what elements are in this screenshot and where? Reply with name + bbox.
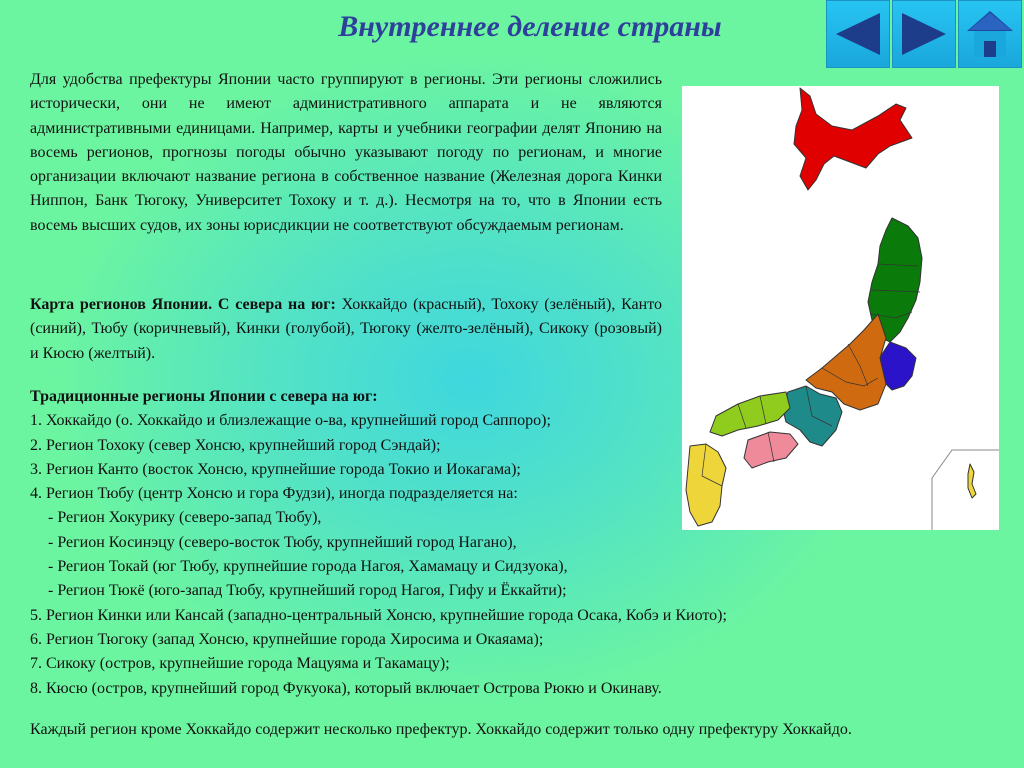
regions-list-heading: Традиционные регионы Японии с севера на юг:: [30, 388, 378, 405]
list-item: 5. Регион Кинки или Кансай (западно-центральный Хонсю, крупнейшие города Осака, Кобэ и Киото);: [30, 606, 727, 624]
list-item: 3. Регион Канто (восток Хонсю, крупнейшие города Токио и Иокагама);: [30, 460, 521, 478]
region-chugoku: [710, 392, 790, 436]
intro-paragraph: Для удобства префектуры Японии часто группируют в регионы. Эти регионы сложились исторически, они не имеют административного аппарата и не являются административными единицами. Например, карты и учебники географии делят Японию на восемь регионов, прогнозы погоды обычно указывают погоду по регионам, и многие организации включают название региона в собственное название (Железная дорога Кинки Ниппон, Банк Тюгоку, Университет Тохоку и т. д.). Несмотря на то, что в Японии есть восемь высших судов, их зоны юрисдикции не соответствуют обсуждаемым регионам.: [30, 71, 662, 234]
navigation-bar: [826, 0, 1024, 68]
list-item: 6. Регион Тюгоку (запад Хонсю, крупнейшие города Хиросима и Окаяама);: [30, 630, 544, 648]
home-button[interactable]: [958, 0, 1022, 68]
list-item: 2. Регион Тохоку (север Хонсю, крупнейший город Сэндай);: [30, 436, 441, 454]
list-item: 4. Регион Тюбу (центр Хонсю и гора Фудзи), иногда подразделяется на:: [30, 485, 518, 503]
japan-regions-map: [682, 86, 999, 530]
list-item: 7. Сикоку (остров, крупнейшие города Мацуяма и Такамацу);: [30, 655, 450, 673]
list-item: 1. Хоккайдо (о. Хоккайдо и близлежащие о-ва, крупнейший город Саппоро);: [30, 412, 551, 430]
map-caption: [30, 293, 662, 366]
list-subitem: - Регион Косинэцу (северо-восток Тюбу, крупнейший город Нагано),: [48, 533, 517, 551]
list-subitem: - Регион Тюкё (юго-запад Тюбу, крупнейший город Нагоя, Гифу и Ёккайти);: [48, 582, 567, 600]
list-subitem: - Регион Токай (юг Тюбу, крупнейшие города Нагоя, Хамамацу и Сидзуока),: [48, 558, 568, 576]
triangle-left-icon: [833, 11, 883, 57]
region-hokkaido: [794, 88, 912, 190]
footer-paragraph: Каждый регион кроме Хоккайдо содержит несколько префектур. Хоккайдо содержит только одну префектуру Хоккайдо.: [30, 721, 852, 738]
map-caption-text: Хоккайдо (красный), Тохоку (зелёный), Канто (синий), Тюбу (коричневый), Кинки (голубой), Тюгоку (желто-зелёный), Сикоку (розовый) и Кюсю (желтый).: [30, 296, 663, 362]
triangle-right-icon: [899, 11, 949, 57]
region-ryukyu: [968, 464, 976, 498]
japan-map-image: [682, 86, 999, 530]
page-title: Внутреннее деление страны: [338, 10, 722, 43]
map-caption-heading: Карта регионов Японии. С севера на юг:: [30, 296, 336, 313]
list-item: 8. Кюсю (остров, крупнейший город Фукуока), который включает Острова Рюкю и Окинаву.: [30, 679, 662, 697]
home-icon: [964, 7, 1016, 61]
next-button[interactable]: [892, 0, 956, 68]
region-shikoku: [744, 432, 798, 468]
prev-button[interactable]: [826, 0, 890, 68]
list-subitem: - Регион Хокурику (северо-запад Тюбу),: [48, 509, 322, 527]
inset-frame: [932, 450, 999, 530]
